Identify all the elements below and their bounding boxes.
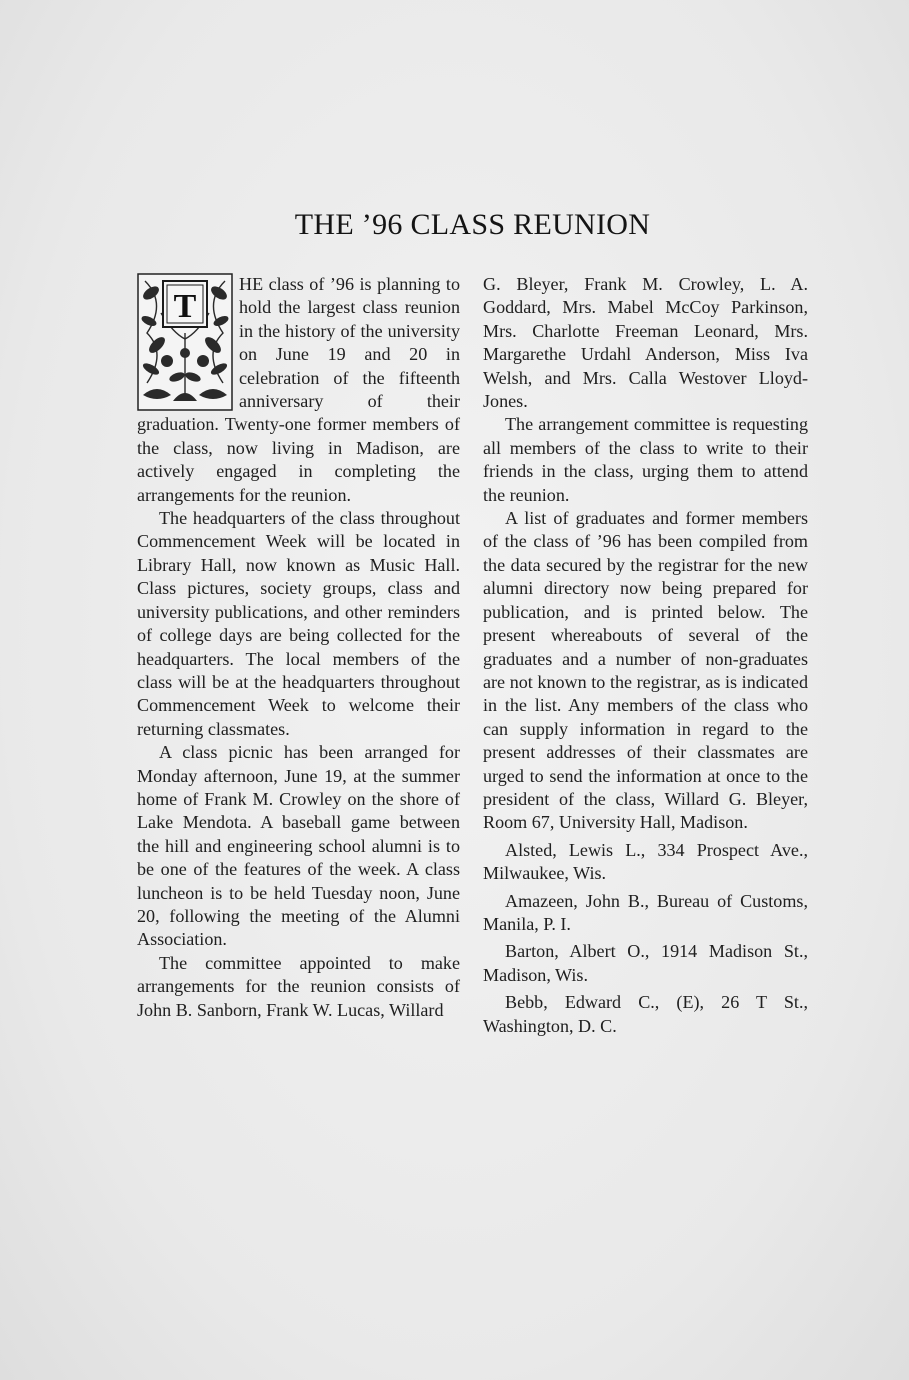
paragraph-committee-end: G. Bleyer, Frank M. Crowley, L. A. Goddard, Mrs. Mabel McCoy Parkinson, Mrs. Charlotte Freeman Leonard, Mrs. Margarethe Urdahl Anderson, Miss Iva Welsh, and Mrs. Calla Westover Lloyd-Jones. bbox=[483, 274, 808, 412]
article-title: THE ’96 CLASS REUNION bbox=[294, 208, 651, 241]
paragraph-arrangement-request: The arrangement committee is requesting all members of the class to write to their friends in the class, urging them to attend the reunion. bbox=[483, 414, 808, 505]
list-item: Amazeen, John B., Bureau of Customs, Manila, P. I. bbox=[483, 890, 808, 934]
ornamental-drop-cap bbox=[137, 273, 233, 411]
left-column bbox=[137, 273, 460, 1022]
paragraph-committee-start: The committee appointed to make arrangements for the reunion consists of John B. Sanborn, Frank W. Lucas, Willard bbox=[137, 952, 460, 1020]
right-column bbox=[483, 273, 808, 1038]
paragraph-intro: HE class of ’96 is planning to hold the largest class reunion in the history of the university on June 19 and 20 in celebration of the fifteenth anniversary of their graduation. Twenty-one former members of the class, now living in Madison, are actively engaged in completing the arrangements for the reunion. bbox=[137, 274, 460, 505]
paragraph-picnic: A class picnic has been arranged for Monday afternoon, June 19, at the summer home of Frank M. Crowley on the shore of Lake Mendota. A baseball game between the hill and engineering school alumni is to be one of the features of the week. A class luncheon is to be held Tuesday noon, June 20, following the meeting of the Alumni Association. bbox=[137, 742, 460, 950]
drop-cap-letter: T bbox=[173, 288, 197, 325]
list-item: Bebb, Edward C., (E), 26 T St., Washington, D. C. bbox=[483, 992, 808, 1036]
list-item: Barton, Albert O., 1914 Madison St., Madison, Wis. bbox=[483, 941, 808, 985]
paragraph-headquarters: The headquarters of the class throughout Commencement Week will be located in Library Hall, now known as Music Hall. Class pictures, society groups, class and university publications, and other reminders of college days are being collected for the headquarters. The local members of the class will be at the headquarters throughout Commencement Week to welcome their returning classmates. bbox=[137, 508, 460, 739]
paragraph-graduate-list: A list of graduates and former members of the class of ’96 has been compiled from the data secured by the registrar for the new alumni directory now being prepared for publication, and is printed below. The present whereabouts of several of the graduates and a number of non-graduates are not known to the registrar, as is indicated in the list. Any members of the class who can supply information in regard to the present addresses of their classmates are urged to send the information at once to the president of the class, Willard G. Bleyer, Room 67, University Hall, Madison. bbox=[483, 508, 808, 833]
list-item: Alsted, Lewis L., 334 Prospect Ave., Milwaukee, Wis. bbox=[483, 839, 808, 884]
